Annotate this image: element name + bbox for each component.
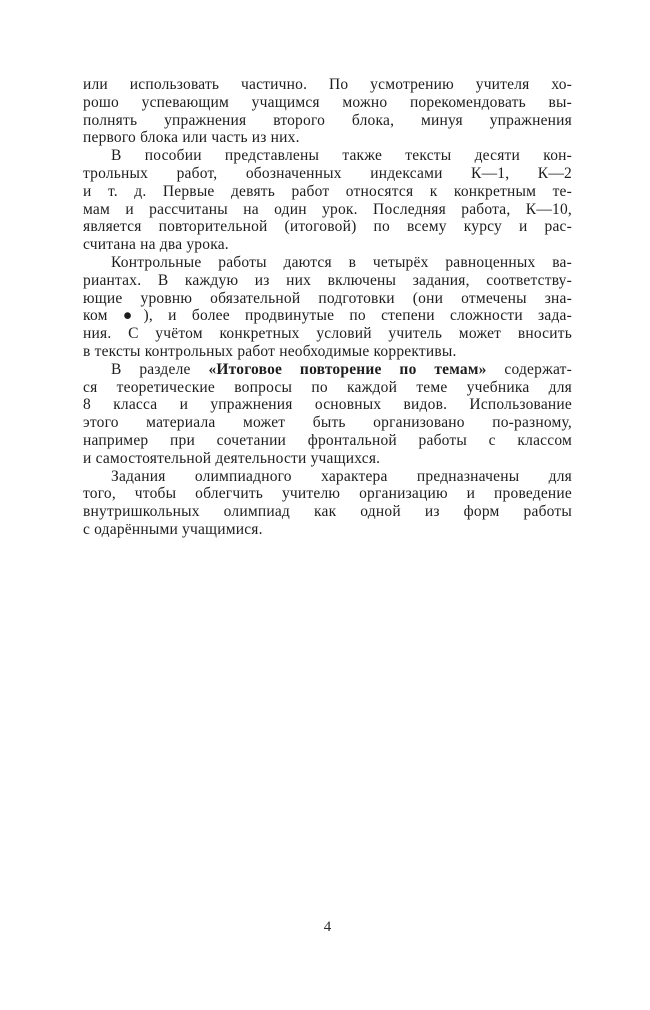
text-line xyxy=(83,307,572,325)
bold-section-title: «Итоговое повторение по темам» xyxy=(208,360,487,378)
text-line xyxy=(83,201,572,219)
text-segment: ющие уровню обязательной подготовки (они отмечены зна- xyxy=(83,289,572,307)
text-line xyxy=(83,450,572,468)
text-line xyxy=(83,272,572,290)
text-line xyxy=(83,236,572,254)
text-line xyxy=(83,503,572,521)
text-segment: считана на два урока. xyxy=(83,236,229,254)
text-segment: например при сочетании фронтальной работы с классом xyxy=(83,431,572,449)
text-line xyxy=(83,361,572,379)
text-segment: ся теоретические вопросы по каждой теме учебника для xyxy=(83,378,572,396)
text-segment: трольных работ, обозначенных индексами К—1, К—2 xyxy=(83,164,572,182)
text-line xyxy=(83,76,572,94)
page-number: 4 xyxy=(323,919,332,935)
text-segment: Контрольные работы даются в четырёх равноценных ва- xyxy=(111,253,572,271)
text-line xyxy=(83,485,572,503)
text-line xyxy=(83,165,572,183)
text-segment: В пособии представлены также тексты десяти кон- xyxy=(111,147,572,165)
text-segment: внутришкольных олимпиад как одной из форм работы xyxy=(83,503,572,521)
text-segment: или использовать частично. По усмотрению учителя хо- xyxy=(83,76,572,93)
text-segment: содержат- xyxy=(486,360,572,378)
text-segment: в тексты контрольных работ необходимые коррективы. xyxy=(83,342,457,360)
text-line xyxy=(83,343,572,361)
text-segment: с одарёнными учащимися. xyxy=(83,520,263,538)
text-line xyxy=(83,521,572,539)
text-line xyxy=(83,218,572,236)
text-segment: 8 класса и упражнения основных видов. Использование xyxy=(83,396,572,414)
text-line xyxy=(83,94,572,112)
text-segment: и т. д. Первые девять работ относятся к конкретным те- xyxy=(83,182,572,200)
paragraph xyxy=(83,254,572,361)
text-line xyxy=(83,396,572,414)
text-line xyxy=(83,325,572,343)
text-line xyxy=(83,254,572,272)
text-segment: рошо успевающим учащимся можно порекомендовать вы- xyxy=(83,93,572,111)
text-segment: является повторительной (итоговой) по всему курсу и рас- xyxy=(83,218,572,236)
text-segment: риантах. В каждую из них включены задания, соответству- xyxy=(83,271,572,289)
text-line xyxy=(83,183,572,201)
text-segment: этого материала может быть организовано по-разному, xyxy=(83,414,572,432)
text-segment: ком ●), и более продвинутые по степени сложности зада- xyxy=(83,307,572,325)
paragraph xyxy=(83,76,572,147)
text-line xyxy=(83,379,572,397)
text-line xyxy=(83,468,572,486)
text-segment: ния. С учётом конкретных условий учитель может вносить xyxy=(83,325,572,343)
text-segment: мам и рассчитаны на один урок. Последняя работа, К—10, xyxy=(83,200,572,218)
text-line xyxy=(83,432,572,450)
text-segment: первого блока или часть из них. xyxy=(83,129,300,147)
text-segment: В разделе xyxy=(111,360,209,378)
text-line xyxy=(83,290,572,308)
paragraph xyxy=(83,468,572,539)
text-segment: того, чтобы облегчить учителю организацию и проведение xyxy=(83,485,572,503)
text-segment: полнять упражнения второго блока, минуя упражнения xyxy=(83,111,572,129)
text-line xyxy=(83,129,572,147)
paragraph xyxy=(83,361,572,468)
paragraph xyxy=(83,147,572,254)
text-line xyxy=(83,414,572,432)
text-segment: Задания олимпиадного характера предназначены для xyxy=(111,467,572,485)
text-line xyxy=(83,112,572,130)
text-block xyxy=(83,76,572,539)
text-line xyxy=(83,147,572,165)
text-segment: и самостоятельной деятельности учащихся. xyxy=(83,449,381,467)
